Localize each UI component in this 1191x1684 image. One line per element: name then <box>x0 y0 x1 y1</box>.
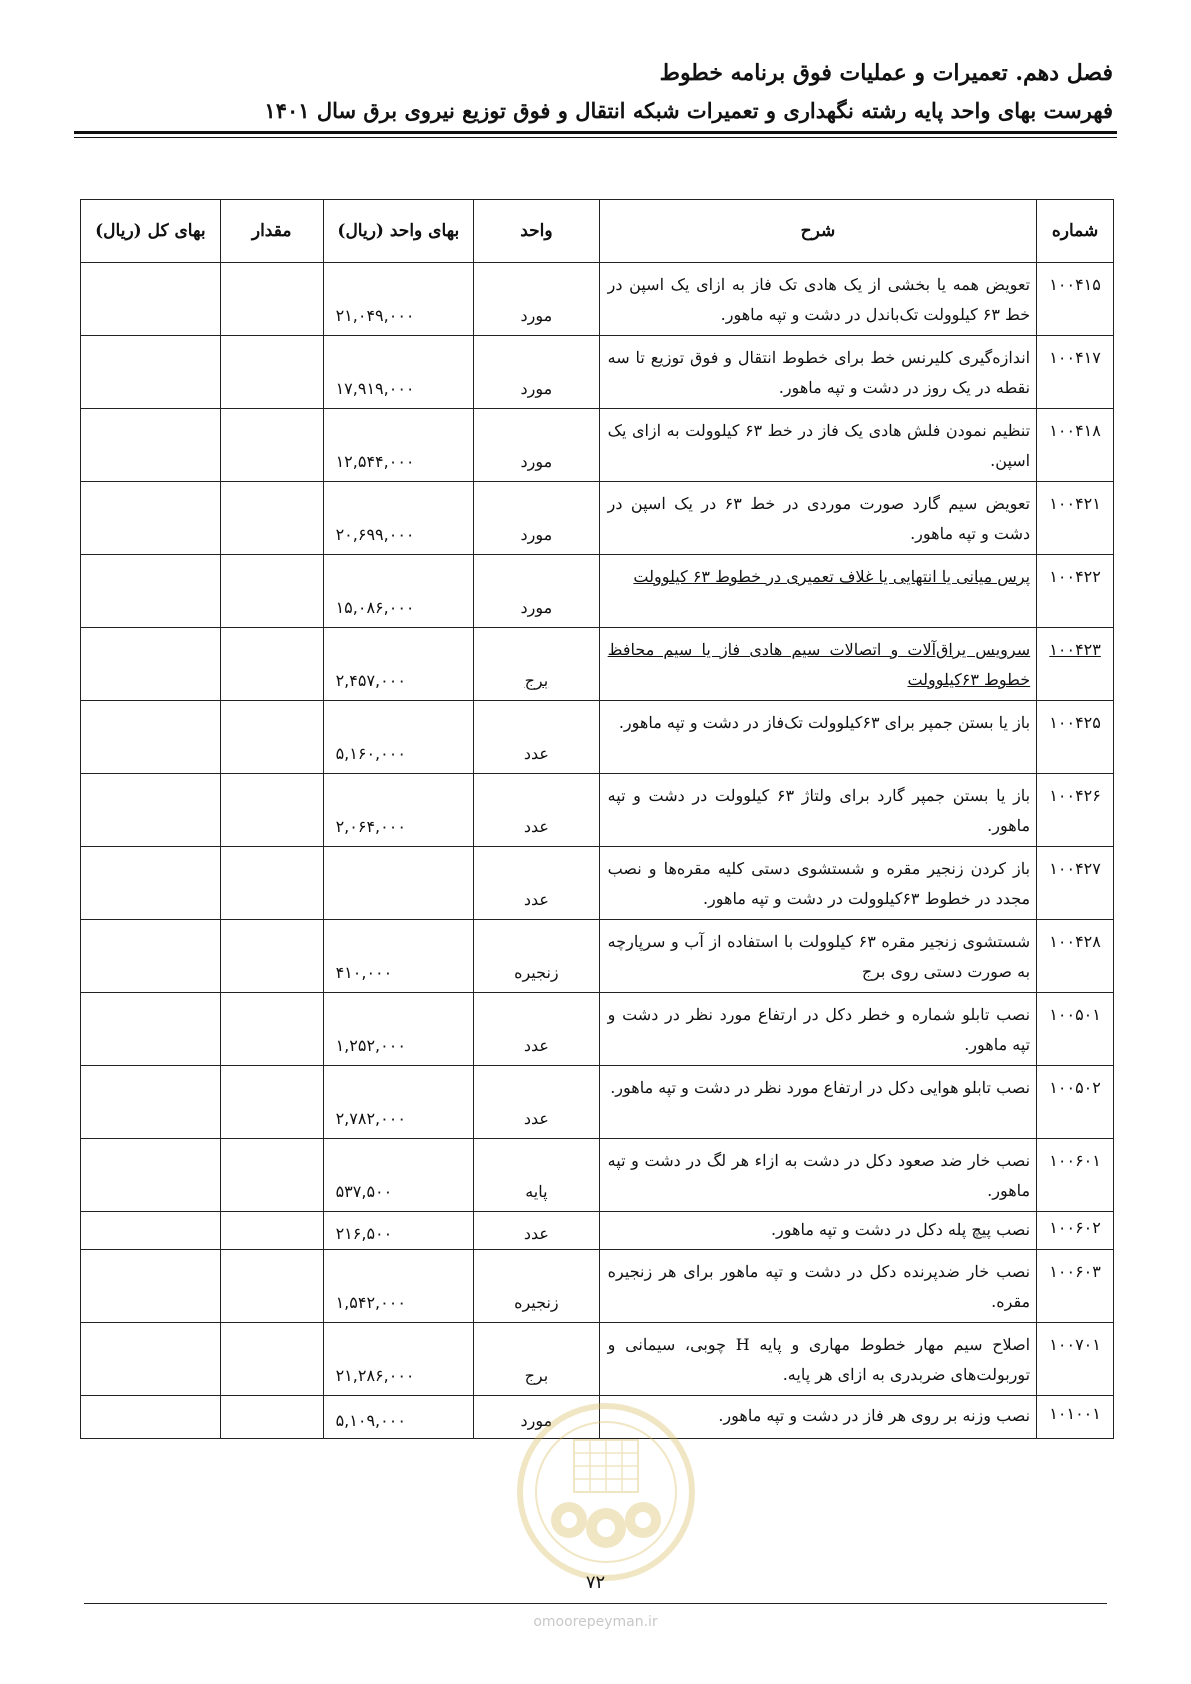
item-unit-price: ۵۳۷,۵۰۰ <box>323 1139 474 1212</box>
item-total <box>81 482 221 555</box>
item-quantity <box>220 1139 323 1212</box>
item-description: اندازه‌گیری کلیرنس خط برای خطوط انتقال و فوق توزیع تا سه نقطه در یک روز در دشت و تپه ماهور. <box>599 336 1036 409</box>
item-unit: عدد <box>474 701 600 774</box>
item-unit: عدد <box>474 847 600 920</box>
item-total <box>81 701 221 774</box>
table-row <box>81 1066 1114 1139</box>
item-unit: مورد <box>474 555 600 628</box>
document-subtitle: فهرست بهای واحد پایه رشته نگهداری و تعمیرات شبکه انتقال و فوق توزیع نیروی برق سال ۱۴۰۱ <box>264 98 1113 123</box>
item-unit: عدد <box>474 993 600 1066</box>
table-row <box>81 847 1114 920</box>
item-total <box>81 1212 221 1250</box>
item-unit-price: ۲,۷۸۲,۰۰۰ <box>323 1066 474 1139</box>
item-unit: عدد <box>474 774 600 847</box>
item-unit: برج <box>474 1323 600 1396</box>
item-code: ۱۰۱۰۰۱ <box>1037 1396 1114 1439</box>
item-quantity <box>220 847 323 920</box>
item-unit-price: ۲,۰۶۴,۰۰۰ <box>323 774 474 847</box>
header-rule-thin <box>74 137 1117 138</box>
item-description: نصب تابلو شماره و خطر دکل در ارتفاع مورد نظر در دشت و تپه ماهور. <box>599 993 1036 1066</box>
price-list-table <box>80 199 1114 1439</box>
item-unit-price: ۱۲,۵۴۴,۰۰۰ <box>323 409 474 482</box>
column-header-code: شماره <box>1037 200 1114 263</box>
item-quantity <box>220 1396 323 1439</box>
table-row <box>81 1139 1114 1212</box>
item-unit-price: ۵,۱۰۹,۰۰۰ <box>323 1396 474 1439</box>
item-quantity <box>220 482 323 555</box>
item-unit: زنجیره <box>474 1250 600 1323</box>
item-quantity <box>220 263 323 336</box>
item-total <box>81 409 221 482</box>
item-quantity <box>220 1250 323 1323</box>
item-quantity <box>220 1066 323 1139</box>
item-quantity <box>220 409 323 482</box>
item-total <box>81 555 221 628</box>
column-header-unit-price: بهای واحد (ریال) <box>323 200 474 263</box>
item-unit: مورد <box>474 409 600 482</box>
item-unit-price: ۱۵,۰۸۶,۰۰۰ <box>323 555 474 628</box>
item-unit-price: ۲۱۶,۵۰۰ <box>323 1212 474 1250</box>
item-total <box>81 993 221 1066</box>
item-unit: برج <box>474 628 600 701</box>
table-header-row <box>81 200 1114 263</box>
item-unit-price <box>323 847 474 920</box>
item-description: نصب تابلو هوایی دکل در ارتفاع مورد نظر در دشت و تپه ماهور. <box>599 1066 1036 1139</box>
table-row <box>81 336 1114 409</box>
item-code: ۱۰۰۴۱۸ <box>1037 409 1114 482</box>
item-description: تنظیم نمودن فلش هادی یک فاز در خط ۶۳ کیلوولت به ازای یک اسپن. <box>599 409 1036 482</box>
item-unit-price: ۲۱,۲۸۶,۰۰۰ <box>323 1323 474 1396</box>
item-description: نصب خار ضد صعود دکل در دشت به ازاء هر لگ در دشت و تپه ماهور. <box>599 1139 1036 1212</box>
table-row <box>81 555 1114 628</box>
item-description: تعویض سیم گارد صورت موردی در خط ۶۳ در یک اسپن در دشت و تپه ماهور. <box>599 482 1036 555</box>
item-unit: مورد <box>474 1396 600 1439</box>
item-description: باز یا بستن جمپر برای ۶۳کیلوولت تک‌فاز در دشت و تپه ماهور. <box>599 701 1036 774</box>
item-description: اصلاح سیم مهار خطوط مهاری و پایه H چوبی، سیمانی و توربولت‌های ضربدری به ازای هر پایه. <box>599 1323 1036 1396</box>
item-quantity <box>220 336 323 409</box>
item-code: ۱۰۰۴۲۱ <box>1037 482 1114 555</box>
item-code: ۱۰۰۴۲۶ <box>1037 774 1114 847</box>
item-unit-price: ۲۰,۶۹۹,۰۰۰ <box>323 482 474 555</box>
page-number: ۷۲ <box>585 1572 606 1593</box>
item-description: پرس میانی یا انتهایی یا غلاف تعمیری در خطوط ۶۳ کیلوولت <box>599 555 1036 628</box>
item-description: نصب خار ضدپرنده دکل در دشت و تپه ماهور برای هر زنجیره مقره. <box>599 1250 1036 1323</box>
item-code: ۱۰۰۴۱۷ <box>1037 336 1114 409</box>
item-description: سرویس یراق‌آلات و اتصالات سیم هادی فاز یا سیم محافظ خطوط ۶۳کیلوولت <box>599 628 1036 701</box>
item-total <box>81 628 221 701</box>
item-code: ۱۰۰۵۰۲ <box>1037 1066 1114 1139</box>
item-total <box>81 920 221 993</box>
item-unit: عدد <box>474 1066 600 1139</box>
item-unit: مورد <box>474 482 600 555</box>
column-header-unit: واحد <box>474 200 600 263</box>
header-rule-thick <box>74 131 1117 134</box>
item-unit: مورد <box>474 263 600 336</box>
item-total <box>81 774 221 847</box>
item-unit: مورد <box>474 336 600 409</box>
table-row <box>81 1323 1114 1396</box>
chapter-title: فصل دهم. تعمیرات و عملیات فوق برنامه خطوط <box>659 60 1113 86</box>
item-total <box>81 847 221 920</box>
seal-watermark-icon <box>514 1400 698 1584</box>
item-code: ۱۰۰۶۰۳ <box>1037 1250 1114 1323</box>
table-row <box>81 1212 1114 1250</box>
item-code: ۱۰۰۴۲۵ <box>1037 701 1114 774</box>
table-row <box>81 1250 1114 1323</box>
column-header-total: بهای کل (ریال) <box>81 200 221 263</box>
table-row <box>81 409 1114 482</box>
item-description: نصب پیچ پله دکل در دشت و تپه ماهور. <box>599 1212 1036 1250</box>
table-row <box>81 774 1114 847</box>
item-unit-price: ۲,۴۵۷,۰۰۰ <box>323 628 474 701</box>
table-row <box>81 263 1114 336</box>
item-quantity <box>220 993 323 1066</box>
item-code: ۱۰۰۴۲۲ <box>1037 555 1114 628</box>
item-unit-price: ۱,۵۴۲,۰۰۰ <box>323 1250 474 1323</box>
item-quantity <box>220 555 323 628</box>
item-quantity <box>220 1212 323 1250</box>
item-total <box>81 1250 221 1323</box>
item-unit: زنجیره <box>474 920 600 993</box>
item-unit-price: ۵,۱۶۰,۰۰۰ <box>323 701 474 774</box>
table-row <box>81 482 1114 555</box>
item-code: ۱۰۰۴۲۷ <box>1037 847 1114 920</box>
item-unit-price: ۱,۲۵۲,۰۰۰ <box>323 993 474 1066</box>
item-quantity <box>220 701 323 774</box>
table-row <box>81 701 1114 774</box>
item-description: تعویض همه یا بخشی از یک هادی تک فاز به ازای یک اسپن در خط ۶۳ کیلوولت تک‌باندل در دشت و تپه ماهور. <box>599 263 1036 336</box>
item-total <box>81 336 221 409</box>
item-quantity <box>220 920 323 993</box>
item-total <box>81 263 221 336</box>
item-code: ۱۰۰۴۲۳ <box>1037 628 1114 701</box>
table-row <box>81 920 1114 993</box>
item-unit-price: ۴۱۰,۰۰۰ <box>323 920 474 993</box>
item-unit: عدد <box>474 1212 600 1250</box>
table-row <box>81 993 1114 1066</box>
item-code: ۱۰۰۵۰۱ <box>1037 993 1114 1066</box>
item-quantity <box>220 774 323 847</box>
item-unit-price: ۲۱,۰۴۹,۰۰۰ <box>323 263 474 336</box>
item-code: ۱۰۰۴۲۸ <box>1037 920 1114 993</box>
item-description: باز یا بستن جمپر گارد برای ولتاژ ۶۳ کیلوولت در دشت و تپه ماهور. <box>599 774 1036 847</box>
table-row <box>81 628 1114 701</box>
watermark-url: omoorepeyman.ir <box>533 1614 658 1630</box>
footer-rule <box>84 1603 1107 1604</box>
item-unit: پایه <box>474 1139 600 1212</box>
item-total <box>81 1396 221 1439</box>
item-quantity <box>220 1323 323 1396</box>
item-code: ۱۰۰۶۰۲ <box>1037 1212 1114 1250</box>
item-code: ۱۰۰۷۰۱ <box>1037 1323 1114 1396</box>
item-total <box>81 1139 221 1212</box>
item-total <box>81 1323 221 1396</box>
item-description: نصب وزنه بر روی هر فاز در دشت و تپه ماهور. <box>599 1396 1036 1439</box>
item-total <box>81 1066 221 1139</box>
item-unit-price: ۱۷,۹۱۹,۰۰۰ <box>323 336 474 409</box>
item-quantity <box>220 628 323 701</box>
item-code: ۱۰۰۶۰۱ <box>1037 1139 1114 1212</box>
column-header-quantity: مقدار <box>220 200 323 263</box>
item-description: باز کردن زنجیر مقره و شستشوی دستی کلیه مقره‌ها و نصب مجدد در خطوط ۶۳کیلوولت در دشت و تپه ماهور. <box>599 847 1036 920</box>
item-code: ۱۰۰۴۱۵ <box>1037 263 1114 336</box>
column-header-description: شرح <box>599 200 1036 263</box>
item-description: شستشوی زنجیر مقره ۶۳ کیلوولت با استفاده از آب و سرپارچه به صورت دستی روی برج <box>599 920 1036 993</box>
